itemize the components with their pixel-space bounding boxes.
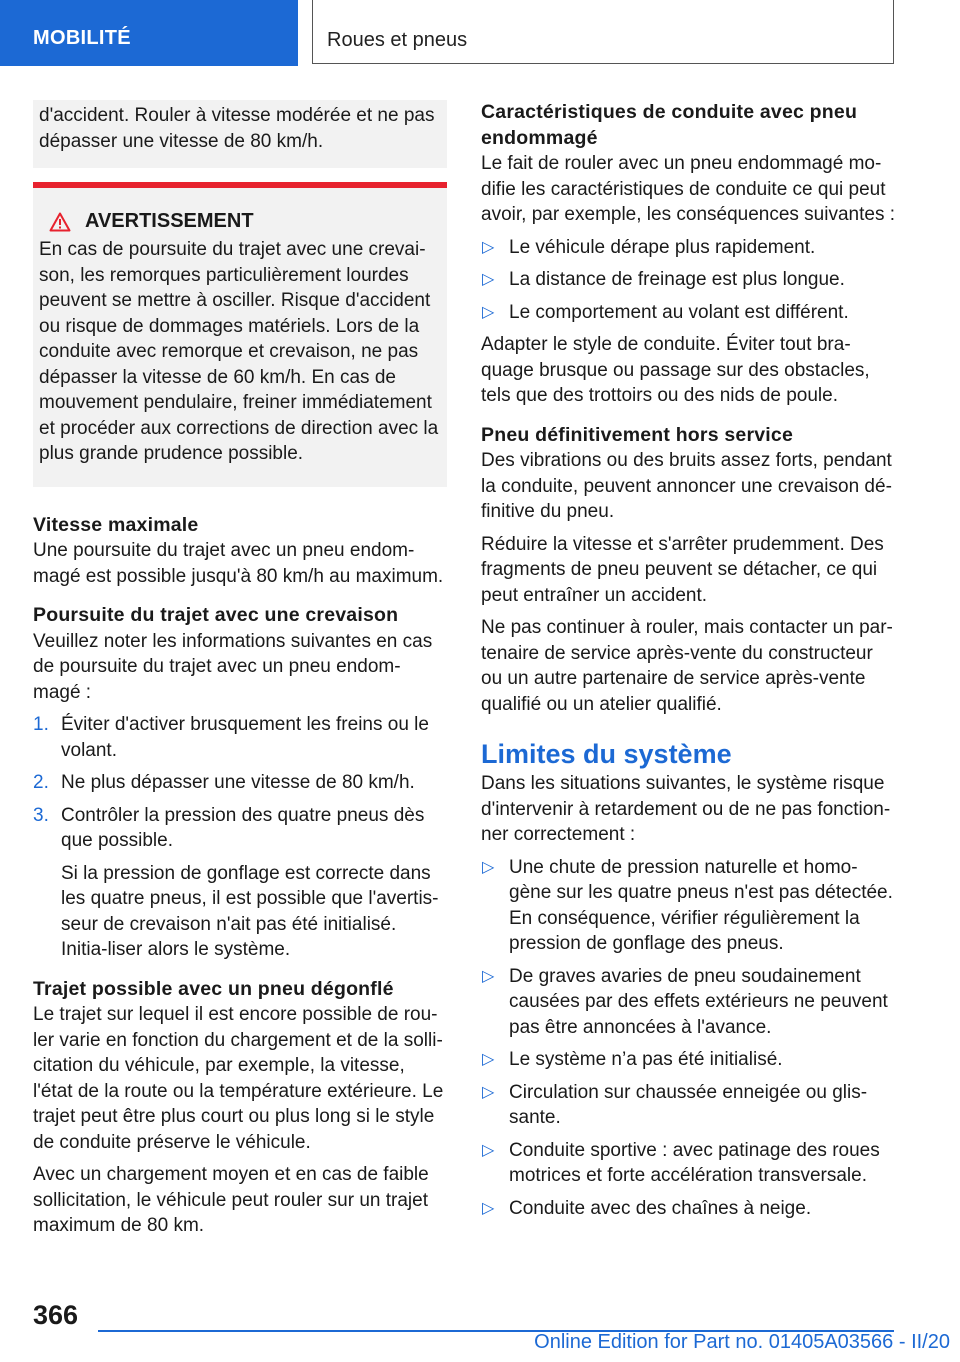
list-item (481, 855, 896, 957)
bullet-triangle-icon: ▷ (482, 1199, 495, 1217)
list-item (481, 1047, 896, 1073)
step-text: Éviter d'activer brusquement les freins ou le volant. (61, 714, 429, 761)
steps-list (33, 712, 447, 963)
out-of-service-text: Des vibrations ou des bruits assez forts, pendant la conduite, peuvent annoncer une crevaison dé-finitive du pneu. (481, 450, 892, 522)
step-item (33, 712, 447, 763)
deflated-heading: Trajet possible avec un pneu dégonflé (33, 977, 394, 1000)
step-text: Ne plus dépasser une vitesse de 80 km/h. (61, 772, 415, 793)
continued-warning-box (33, 100, 447, 168)
damaged-bullet-list (481, 235, 896, 326)
damaged-heading: Caractéristiques de conduite avec pneu endommagé (481, 101, 858, 149)
damaged-text: Le fait de rouler avec un pneu endommagé mo-difie les caractéristiques de conduite ce qui peut avoir, par exemple, les conséquences suivantes : (481, 153, 896, 225)
damaged-advice: Adapter le style de conduite. Éviter tout bra-quage brusque ou passage sur des obstacles, tels que des trottoirs ou des nids de poule. (481, 334, 870, 406)
bullet-triangle-icon: ▷ (482, 1083, 495, 1101)
bullet-triangle-icon: ▷ (482, 967, 495, 985)
right-column (481, 100, 896, 1221)
section-title: MOBILITÉ (33, 27, 131, 49)
topic-tab (312, 0, 894, 64)
speed-section (33, 513, 447, 590)
bullet-text: De graves avaries de pneu soudainement causées par des effets extérieurs ne peuvent pas être annoncées à l'avance. (509, 965, 888, 1038)
footer-edition (534, 1331, 950, 1354)
continue-section (33, 603, 447, 963)
bullet-text: La distance de freinage est plus longue. (509, 269, 845, 290)
list-item (481, 1196, 896, 1222)
continue-text: Veuillez noter les informations suivantes en cas de poursuite du trajet avec un pneu endom-magé : (33, 630, 433, 703)
warning-triangle-icon (49, 212, 71, 232)
speed-text: Une poursuite du trajet avec un pneu endom-magé est possible jusqu'à 80 km/h au maximum. (33, 540, 444, 587)
step-number: 2. (33, 772, 49, 793)
step-note: Si la pression de gonflage est correcte dans les quatre pneus, il est possible que l'avertis-seur de crevaison n'ait pas été initialisé. Initia-liser alors le système. (61, 862, 439, 960)
bullet-text: Circulation sur chaussée enneigée ou glis-sante. (509, 1081, 868, 1128)
page-number: 366 (33, 1300, 79, 1330)
bullet-triangle-icon: ▷ (482, 1141, 495, 1159)
warning-box (33, 182, 447, 487)
step-text: Contrôler la pression des quatre pneus dès que possible. (61, 804, 425, 851)
section-tab (0, 0, 298, 66)
step-item (33, 803, 447, 963)
out-of-service-text-2: Réduire la vitesse et s'arrêter prudemment. Des fragments de pneu peuvent se détacher, ce qui peut entraîner un accident. (481, 533, 884, 606)
damaged-section (481, 100, 896, 409)
continue-heading: Poursuite du trajet avec une crevaison (33, 604, 399, 626)
deflated-text: Le trajet sur lequel il est encore possible de rou-ler varie en fonction du chargement et de la solli-citation du véhicule, par exemple, la vitesse, l'état de la route ou la température extérieure. Le trajet peut être plus court ou plus long si le style de conduite préserve le véhicule. (33, 1004, 444, 1153)
list-item (481, 964, 896, 1041)
bullet-text: Le comportement au volant est différent. (509, 301, 849, 323)
out-of-service-text-3: Ne pas continuer à rouler, mais contacter un par-tenaire de service après-vente du constructeur ou un autre partenaire de service après-vente qualifié ou un atelier qualifié. (481, 617, 893, 715)
deflated-section (33, 977, 447, 1239)
warning-title: AVERTISSEMENT (85, 210, 254, 232)
limits-text: Dans les situations suivantes, le système risque d'intervenir à retardement ou de ne pas fonction-ner correctement : (481, 773, 891, 845)
bullet-triangle-icon: ▷ (482, 858, 495, 876)
list-item (481, 300, 896, 326)
topic-title: Roues et pneus (327, 29, 468, 51)
limits-heading: Limites du système (481, 739, 732, 769)
bullet-text: Une chute de pression naturelle et homo-gène sur les quatre pneus n'est pas détectée. En conséquence, vérifier régulièrement la pression de gonflage des pneus. (509, 856, 893, 954)
bullet-text: Conduite avec des chaînes à neige. (509, 1197, 812, 1219)
list-item (481, 235, 896, 261)
warning-heading (39, 210, 441, 233)
list-item (481, 1080, 896, 1131)
step-item (33, 770, 447, 796)
bullet-triangle-icon: ▷ (482, 1051, 495, 1068)
bullet-text: Conduite sportive : avec patinage des roues motrices et forte accélération transversale. (509, 1139, 880, 1186)
limits-section (481, 737, 896, 1221)
out-of-service-heading: Pneu définitivement hors service (481, 423, 794, 446)
bullet-triangle-icon: ▷ (482, 303, 495, 321)
list-item (481, 267, 896, 293)
list-item (481, 1138, 896, 1189)
warning-text: En cas de poursuite du trajet avec une crevai-son, les remorques particulièrement lourdes peuvent se mettre à osciller. Risque d'accident ou risque de dommages matériels. Lors de la conduite avec remorque et crevaison, ne pas dépasser la vitesse de 60 km/h. En cas de mouvement pendulaire, freiner immédiatement et procéder aux corrections de direction avec la plus grande prudence possible. (39, 239, 439, 464)
deflated-text-2: Avec un chargement moyen et en cas de faible sollicitation, le véhicule peut rouler sur un trajet maximum de 80 km. (33, 1164, 429, 1236)
edition-text: Online Edition for Part no. 01405A03566 - II/20 (534, 1331, 950, 1353)
limits-bullet-list (481, 855, 896, 1222)
left-column (33, 100, 447, 1239)
bullet-triangle-icon: ▷ (482, 238, 495, 256)
step-number: 1. (33, 714, 49, 735)
step-number: 3. (33, 804, 49, 826)
bullet-text: Le système n’a pas été initialisé. (509, 1049, 783, 1070)
continued-text: d'accident. Rouler à vitesse modérée et ne pas dépasser une vitesse de 80 km/h. (39, 105, 435, 152)
bullet-triangle-icon: ▷ (482, 271, 495, 288)
bullet-text: Le véhicule dérape plus rapidement. (509, 236, 816, 258)
speed-heading: Vitesse maximale (33, 513, 199, 536)
out-of-service-section (481, 423, 896, 718)
